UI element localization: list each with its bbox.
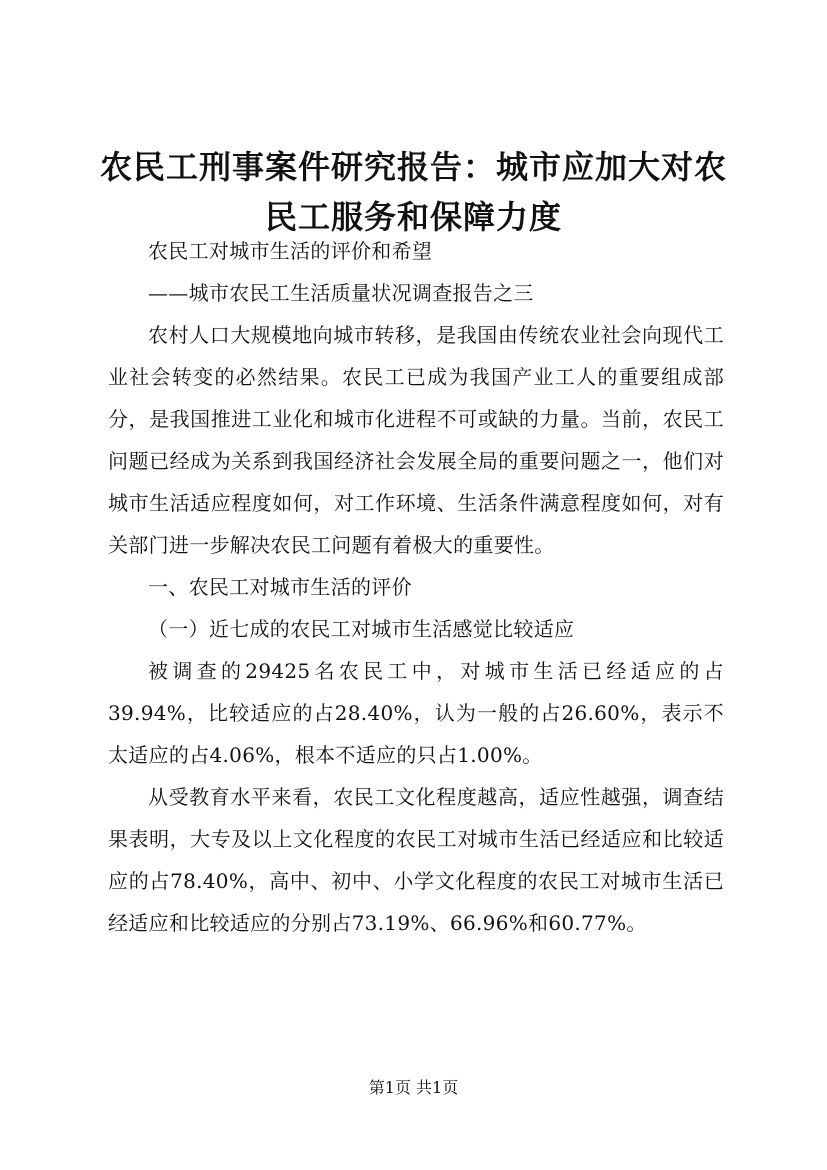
document-body xyxy=(108,230,724,944)
section-heading: 农民工对城市生活的评价和希望 xyxy=(148,239,433,263)
document-title: 农民工刑事案件研究报告：城市应加大对农民工服务和保障力度 xyxy=(99,148,727,236)
education-paragraph: 从受教育水平来看，农民工文化程度越高，适应性越强，调查结果表明，大专及以上文化程度的农民工对城市生活已经适应和比较适应的占78.40%，高中、初中、小学文化程度的农民工对城市生活已经适应和比较适应的分别占73.19%、66.96%和60.77%。 xyxy=(108,785,724,935)
intro-paragraph: 农村人口大规模地向城市转移，是我国由传统农业社会向现代工业社会转变的必然结果。农民工已成为我国产业工人的重要组成部分，是我国推进工业化和城市化进程不可或缺的力量。当前，农民工问题已经成为关系到我国经济社会发展全局的重要问题之一，他们对城市生活适应程度如何，对工作环境、生活条件满意程度如何，对有关部门进一步解决农民工问题有着极大的重要性。 xyxy=(108,323,724,557)
survey-paragraph: 被调查的29425名农民工中，对城市生活已经适应的占39.94%，比较适应的占28.40%，认为一般的占26.60%，表示不太适应的占4.06%，根本不适应的只占1.00%。 xyxy=(108,659,724,767)
report-subtitle: ——城市农民工生活质量状况调查报告之三 xyxy=(148,281,534,305)
subsection-heading: （一）近七成的农民工对城市生活感觉比较适应 xyxy=(148,617,575,641)
section-heading: 一、农民工对城市生活的评价 xyxy=(148,575,412,599)
page-footer: 第1页 共1页 xyxy=(368,1078,459,1097)
